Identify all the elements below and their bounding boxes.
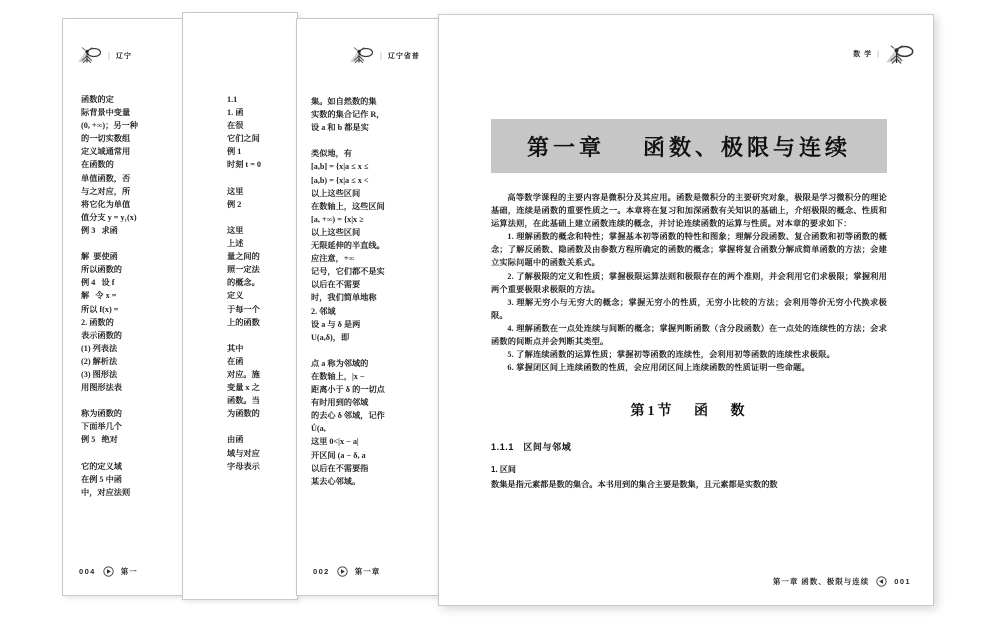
text-line: 单值函数，否 (81, 173, 131, 183)
intro-paragraph: 5. 了解连续函数的运算性质；掌握初等函数的连续性，会利用初等函数的连续性求极限。 (507, 350, 835, 360)
text-line: 集。如自然数的集 (311, 97, 377, 106)
text-line: 例 5 绝对 (81, 435, 118, 445)
text-line: 无限延伸的半直线。 (311, 241, 385, 251)
text-line: 的概念。 (227, 278, 260, 288)
footer-text-001: 第一章 函数、极限与连续 (772, 577, 870, 586)
page-002-text-column (311, 95, 440, 488)
text-line: 为函数的 (227, 409, 260, 419)
page-number-002: 002 (313, 567, 330, 576)
text-line: 它的定义域 (81, 461, 122, 471)
text-line: 在数轴上，|x − (311, 371, 365, 381)
text-line: 量之间的 (227, 252, 260, 262)
text-line: 用图形法表 (81, 383, 122, 393)
text-line (227, 211, 298, 224)
text-line: 1.1 (227, 95, 238, 104)
text-line: 它们之间 (227, 134, 260, 144)
text-line: 以上这些区间 (311, 227, 361, 237)
text-line: 例 4 设 f (81, 278, 115, 288)
text-line: 2. 函数的 (81, 317, 114, 327)
running-head-separator: | (877, 50, 880, 58)
page-number-004: 004 (79, 567, 96, 576)
text-line: 于每一个 (227, 304, 260, 314)
text-line: 定义域通常用 (81, 147, 131, 157)
running-head-label-001: 数 学 (853, 51, 873, 58)
text-line: 定义 (227, 291, 244, 301)
text-line: 例 3 求函 (81, 225, 118, 235)
text-line: 函数的定 (81, 95, 114, 104)
text-line (81, 447, 184, 460)
text-line (81, 237, 184, 250)
text-line: 有时用到的邻域 (311, 398, 369, 408)
text-line: 距离小于 δ 的一切点 (311, 385, 385, 395)
text-line: 解 要使函 (81, 252, 118, 262)
page-sheet-002[interactable] (296, 18, 440, 596)
text-line: 值分支 y = y₁(x) (81, 212, 137, 222)
text-line: 例 1 (227, 147, 242, 157)
text-line: 以上这些区间 (311, 188, 361, 198)
footer-text-004: 第一 (120, 567, 138, 576)
subsection-title: 1.1.1 区间与邻域 (491, 442, 572, 452)
text-line: 际背景中变量 (81, 108, 131, 118)
text-line: [a,b] = {x|a ≤ x ≤ (311, 162, 369, 172)
text-line: 实数的集合记作 R， (311, 110, 385, 120)
text-line (227, 420, 298, 433)
right-triangle-icon (103, 566, 114, 577)
text-line: 以后在不需要指 (311, 463, 369, 473)
text-line: 开区间 (a − δ, a (311, 450, 366, 460)
text-line: 照一定法 (227, 265, 260, 275)
left-triangle-icon (876, 576, 887, 587)
text-line: (1) 列表法 (81, 343, 118, 353)
chapter-title: 第一章 函数、极限与连续 (526, 134, 851, 160)
page-sheet-003[interactable] (182, 12, 298, 600)
text-line: (3) 图形法 (81, 369, 118, 379)
text-line: 的一切实数组 (81, 134, 131, 144)
footer-001 (773, 576, 911, 587)
page-sheet-001[interactable] (438, 14, 934, 606)
running-head-label-002: 辽宁省普 (387, 53, 420, 60)
section-title: 第1节 函 数 (630, 404, 748, 419)
text-line: 将它化为单值 (81, 199, 131, 209)
text-line: 变量 x 之 (227, 383, 260, 393)
text-line: 下面举几个 (81, 422, 122, 432)
chapter-banner (491, 119, 887, 173)
text-line: 称为函数的 (81, 409, 122, 419)
page-sheet-004[interactable] (62, 18, 184, 596)
text-line: 1. 函 (227, 108, 244, 118)
text-line: [a, +∞) = {x|x ≥ (311, 214, 364, 224)
text-line: 点 a 称为邻域的 (311, 358, 369, 368)
page-003-text-column (227, 93, 298, 473)
intro-paragraph: 3. 理解无穷小与无穷大的概念；掌握无穷小的性质，无穷小比较的方法；会利用等价无穷小代换求极限。 (491, 297, 887, 320)
text-line: 上述 (227, 239, 244, 249)
dragonfly-logo-icon (349, 47, 375, 65)
text-line: 这里 (227, 225, 244, 235)
text-line: 在例 5 中函 (81, 474, 122, 484)
intro-paragraph: 2. 了解极限的定义和性质；掌握极限运算法则和极限存在的两个准则，并会利用它们求极限；掌握利用两个重要极限求极限的方法。 (491, 271, 887, 294)
text-line (81, 394, 184, 407)
section-body-text: 数集是指元素都是数的集合。本书用到的集合主要是数集，且元素都是实数的数 (491, 480, 778, 489)
text-line: Ů(a, (311, 424, 326, 434)
text-line: 对应。施 (227, 369, 260, 379)
text-line: 在函数的 (81, 160, 114, 170)
page-004-text-column (81, 93, 184, 499)
text-line: 域与对应 (227, 448, 260, 458)
intro-paragraph: 高等数学课程的主要内容是微积分及其应用。函数是微积分的主要研究对象，极限是学习微积分的理论基础，连续是函数的重要性质之一。本章将在复习和加深函数有关知识的基础上，介绍极限的概念、性质和运算法则，在此基础上建立函数连续的概念，并讨论连续函数的运算与性质。对本章的要求如下： (491, 193, 887, 229)
text-line: (2) 解析法 (81, 356, 118, 366)
text-line: 时，我们简单地称 (311, 293, 377, 303)
text-line (311, 134, 440, 147)
text-line: 2. 邻域 (311, 306, 336, 316)
text-line: 这里 0<|x − a| (311, 437, 359, 447)
dragonfly-logo-icon (885, 45, 911, 63)
footer-004 (79, 566, 138, 577)
text-line: 这里 (227, 186, 244, 196)
running-head-002 (349, 47, 420, 65)
text-line: 以后在不需要 (311, 280, 361, 290)
running-head-004 (77, 47, 132, 65)
footer-text-002: 第一章 (354, 567, 381, 576)
chapter-intro-text (491, 191, 887, 374)
text-line: 表示函数的 (81, 330, 122, 340)
dragonfly-logo-icon (77, 47, 103, 65)
text-line: 解 令 x = (81, 291, 117, 301)
text-line: 应注意，+∞ (311, 254, 355, 264)
text-line: U(a,δ)，即 (311, 332, 350, 342)
text-line: [a,b) = {x|a ≤ x < (311, 175, 369, 185)
text-line: 的去心 δ 邻域，记作 (311, 411, 385, 421)
subsubsection-title: 1. 区间 (491, 465, 516, 474)
text-line: 由函 (227, 435, 244, 445)
text-line (227, 329, 298, 342)
intro-paragraph: 6. 掌握闭区间上连续函数的性质，会应用闭区间上连续函数的性质证明一些命题。 (507, 363, 810, 373)
page-number-001: 001 (894, 577, 911, 586)
text-line: 时刻 t = 0 (227, 160, 262, 170)
text-line: 所以函数的 (81, 265, 122, 275)
right-triangle-icon (337, 566, 348, 577)
text-line: 函数。当 (227, 396, 260, 406)
text-line: 其中 (227, 343, 244, 353)
intro-paragraph: 1. 理解函数的概念和特性；掌握基本初等函数的特性和图象；理解分段函数、复合函数和初等函数的概念；了解反函数、隐函数及由参数方程所确定的函数的概念；掌握将复合函数分解成简单函数的方法；会建立实际问题中的函数关系式。 (491, 232, 887, 268)
text-line: 某去心邻域。 (311, 476, 361, 486)
running-head-separator: | (108, 52, 111, 60)
text-line: 与之对应，所 (81, 186, 131, 196)
text-line: 在很 (227, 121, 244, 131)
text-line: 上的函数 (227, 317, 260, 327)
text-line: 设 a 与 δ 是两 (311, 319, 361, 329)
text-line: 记号，它们都不是实 (311, 267, 385, 277)
text-line: 在函 (227, 356, 244, 366)
text-line (311, 344, 440, 357)
running-head-separator: | (380, 52, 383, 60)
text-line: 中，对应法则 (81, 487, 131, 497)
text-line: 所以 f(x) = (81, 304, 119, 314)
text-line (227, 172, 298, 185)
intro-paragraph: 4. 理解函数在一点处连续与间断的概念；掌握判断函数（含分段函数）在一点处的连续性的方法；会求函数的间断点并会判断其类型。 (491, 323, 887, 347)
text-line: 类似地，有 (311, 149, 352, 159)
text-line: 在数轴上，这些区间 (311, 201, 385, 211)
text-line: 设 a 和 b 都是实 (311, 123, 369, 133)
footer-002 (313, 566, 380, 577)
text-line: 例 2 (227, 199, 242, 209)
running-head-001 (853, 45, 911, 63)
text-line: 字母表示 (227, 461, 260, 471)
running-head-label-004: 辽宁 (115, 53, 132, 60)
text-line: (0, +∞)；另一种 (81, 121, 138, 131)
